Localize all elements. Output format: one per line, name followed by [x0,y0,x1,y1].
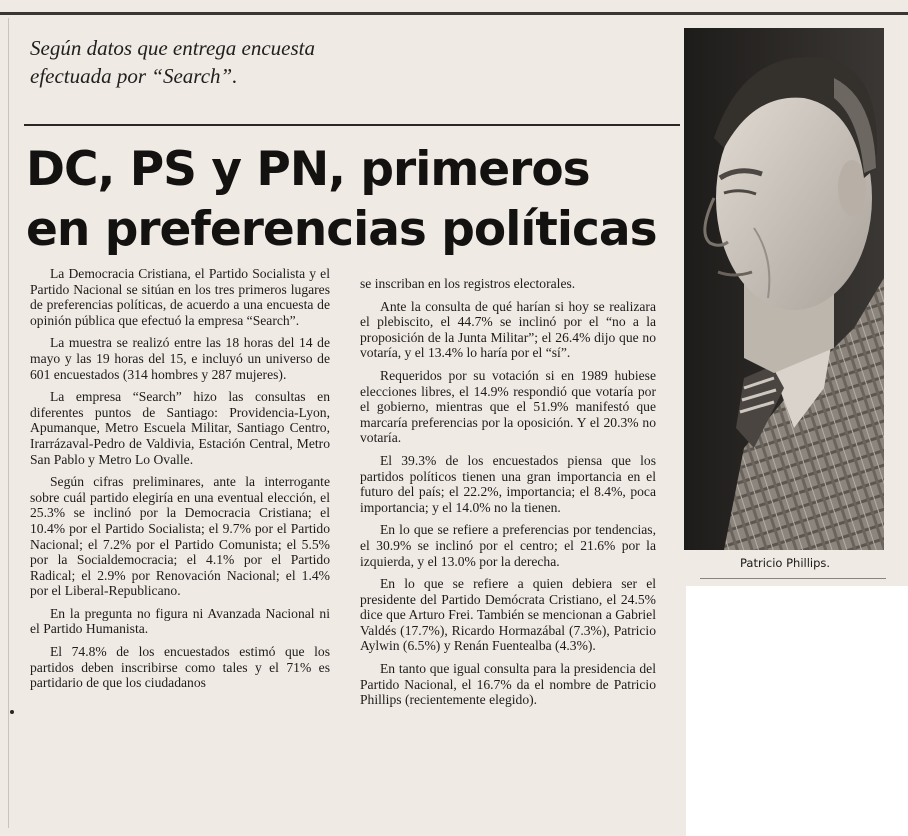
kicker-line-2: efectuada por “Search”. [30,64,238,88]
headline-line-2: en preferencias políticas [26,202,657,257]
paragraph: Ante la consulta de qué harían si hoy se realizara el plebiscito, el 44.7% se inclinó por el “no a la proposición de la Junta Militar”; el 26.4% dijo que no votaría, y el 13.4% lo haría por el “sí”. [360,298,656,361]
paragraph: En la pregunta no figura ni Avanzada Nacional ni el Partido Humanista. [30,605,330,637]
left-edge-line [8,18,9,828]
paragraph-continuation: se inscriban en los registros electorales. [360,276,576,291]
paragraph: El 39.3% de los encuestados piensa que los partidos políticos tienen una gran importancia en el futuro del país; el 22.2%, importancia; el 8.4%, poca importancia; y el 14.0% no la tienen. [360,452,656,515]
paragraph: La muestra se realizó entre las 18 horas del 14 de mayo y las 19 horas del 15, e incluyó un universo de 601 encuestados (314 hombres y 287 mujeres). [30,335,330,382]
paragraph: Según cifras preliminares, ante la interrogante sobre cuál partido elegiría en una eventual elección, el 25.3% se inclinó por la Democracia Cristiana; el 10.4% por el Partido Socialista; el 9.7% por el Partido Nacional; el 7.2% por el Partido Comunista; el 5.5% por la Socialdemocracia; el 4.1% por el Partido Radical; el 2.9% por Renovación Nacional; el 1.4% por el Liberal-Republicano. [30,474,330,599]
headline-rule [24,124,680,126]
kicker-line-1: Según datos que entrega encuesta [30,36,315,60]
margin-dot [10,710,14,714]
paragraph: La empresa “Search” hizo las consultas en diferentes puntos de Santiago: Providencia-Lyon, Apumanque, Metro Escuela Militar, Santiago Centro, Irarrázaval-Pedro de Valdivia, Estación Central, Metro San Pablo y Metro Lo Ovalle. [30,389,330,467]
paragraph: La Democracia Cristiana, el Partido Socialista y el Partido Nacional se sitúan en los tres primeros lugares de preferencias políticas, de acuerdo a una encuesta de opinión pública que efectuó la empresa “Search”. [30,266,330,328]
portrait-illustration [684,28,884,550]
top-rule [0,12,908,15]
paragraph: En lo que se refiere a quien debiera ser el presidente del Partido Demócrata Cristiano, el 24.5% dice que Arturo Frei. También se mencionan a Gabriel Valdés (17.7%), Ricardo Hormazábal (7.3%), Patricio Aylwin (6.5%) y Renán Fuentealba (4.3%). [360,576,656,654]
caption-rule [700,578,886,579]
paragraph: Requeridos por su votación si en 1989 hubiese elecciones libres, el 14.9% respondió que votaría por el gobierno, mientras que el 51.9% manifestó que marcaría preferencias por la oposición. Y el 20.3% no votaría. [360,367,656,446]
article-column-1 [30,266,330,698]
blank-area [686,586,908,836]
headline-line-1: DC, PS y PN, primeros [26,142,590,197]
paragraph: En lo que se refiere a preferencias por tendencias, el 30.9% se inclinó por el centro; el 21.6% por la izquierda, y el 13.0% por la derecha. [360,522,656,569]
paragraph: El 74.8% de los encuestados estimó que los partidos deben inscribirse como tales y el 71% es partidario de que los ciudadanos [30,644,330,691]
article-column-2 [360,276,656,715]
kicker [30,34,670,90]
photo-caption: Patricio Phillips. [740,556,831,570]
paragraph: En tanto que igual consulta para la presidencia del Partido Nacional, el 16.7% da el nombre de Patricio Phillips (recientemente elegido). [360,661,656,708]
headline [26,140,686,260]
portrait-photo [684,28,884,550]
